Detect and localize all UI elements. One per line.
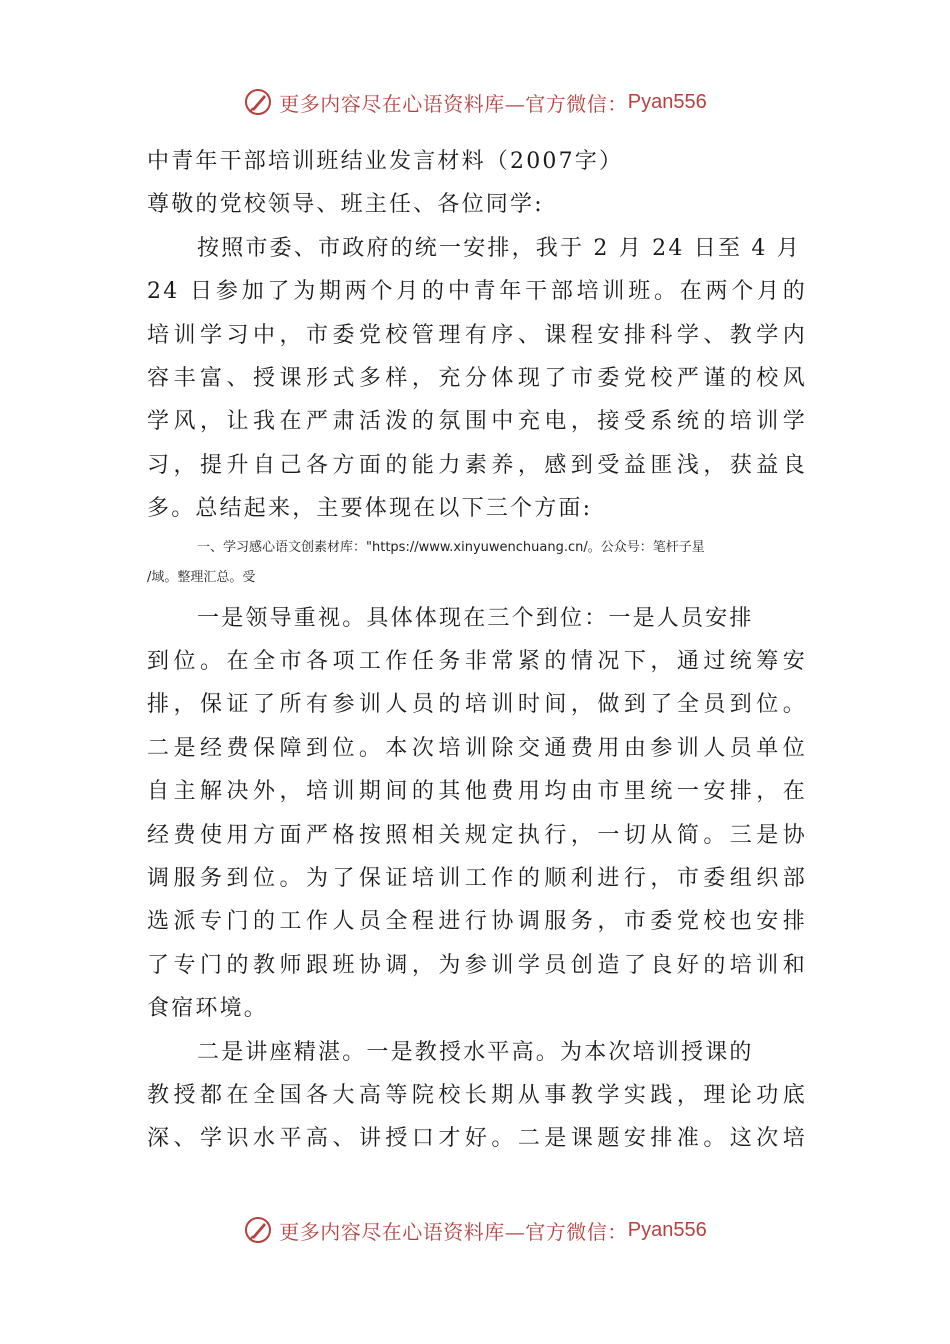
paragraph-line: 选派专门的工作人员全程进行协调服务，市委党校也安排 <box>147 909 807 935</box>
footer-banner <box>0 1210 950 1250</box>
note-line: 一、学习感心语文创素材库："https://www.xinyuwenchuang.cn/。公众号：笔杆子星 <box>197 539 705 555</box>
paragraph-1 <box>147 227 807 531</box>
banner-text: 更多内容尽在心语资料库—官方微信： <box>279 1219 628 1244</box>
paragraph-line: 食宿环境。 <box>147 996 269 1022</box>
paragraph-line: 按照市委、市政府的统一安排，我于 2 月 24 日至 4 月 <box>197 235 801 261</box>
paragraph-line: 排，保证了所有参训人员的培训时间，做到了全员到位。 <box>147 692 807 718</box>
banner-handle: Pyan556 <box>627 90 707 113</box>
note-line: /域。整理汇总。受 <box>147 569 256 585</box>
source-note <box>147 533 807 593</box>
salutation: 尊敬的党校领导、班主任、各位同学: <box>147 192 544 218</box>
paragraph-line: 24 日参加了为期两个月的中青年干部培训班。在两个月的 <box>147 279 807 305</box>
paragraph-line: 培训学习中，市委党校管理有序、课程安排科学、教学内 <box>147 322 807 348</box>
paragraph-line: 教授都在全国各大高等院校长期从事教学实践，理论功底 <box>147 1082 807 1108</box>
paragraph-line: 二是讲座精湛。一是教授水平高。为本次培训授课的 <box>197 1039 754 1065</box>
header-banner <box>0 82 950 122</box>
paragraph-line: 学风，让我在严肃活泼的氛围中充电，接受系统的培训学 <box>147 409 807 435</box>
paragraph-2 <box>147 597 807 1031</box>
paragraph-line: 了专门的教师跟班协调，为参训学员创造了良好的培训和 <box>147 952 807 978</box>
paragraph-line: 二是经费保障到位。本次培训除交通费用由参训人员单位 <box>147 735 807 761</box>
paragraph-line: 自主解决外，培训期间的其他费用均由市里统一安排，在 <box>147 779 807 805</box>
quill-logo-icon <box>243 87 273 117</box>
paragraph-line: 经费使用方面严格按照相关规定执行，一切从简。三是协 <box>147 822 807 848</box>
quill-logo-icon <box>243 1215 273 1245</box>
paragraph-line: 多。总结起来，主要体现在以下三个方面: <box>147 496 593 522</box>
banner-text: 更多内容尽在心语资料库—官方微信： <box>279 91 628 116</box>
paragraph-line: 调服务到位。为了保证培训工作的顺利进行，市委组织部 <box>147 865 807 891</box>
banner-handle: Pyan556 <box>627 1218 707 1241</box>
paragraph-line: 习，提升自己各方面的能力素养，感到受益匪浅，获益良 <box>147 452 807 478</box>
document-body <box>147 140 807 1161</box>
paragraph-line: 容丰富、授课形式多样，充分体现了市委党校严谨的校风 <box>147 366 807 391</box>
document-title: 中青年干部培训班结业发言材料（2007字） <box>147 149 624 174</box>
paragraph-line: 到位。在全市各项工作任务非常紧的情况下，通过统筹安 <box>147 648 807 674</box>
paragraph-3 <box>147 1031 807 1161</box>
paragraph-line: 深、学识水平高、讲授口才好。二是课题安排准。这次培 <box>147 1126 807 1152</box>
paragraph-line: 一是领导重视。具体体现在三个到位：一是人员安排 <box>197 605 754 631</box>
